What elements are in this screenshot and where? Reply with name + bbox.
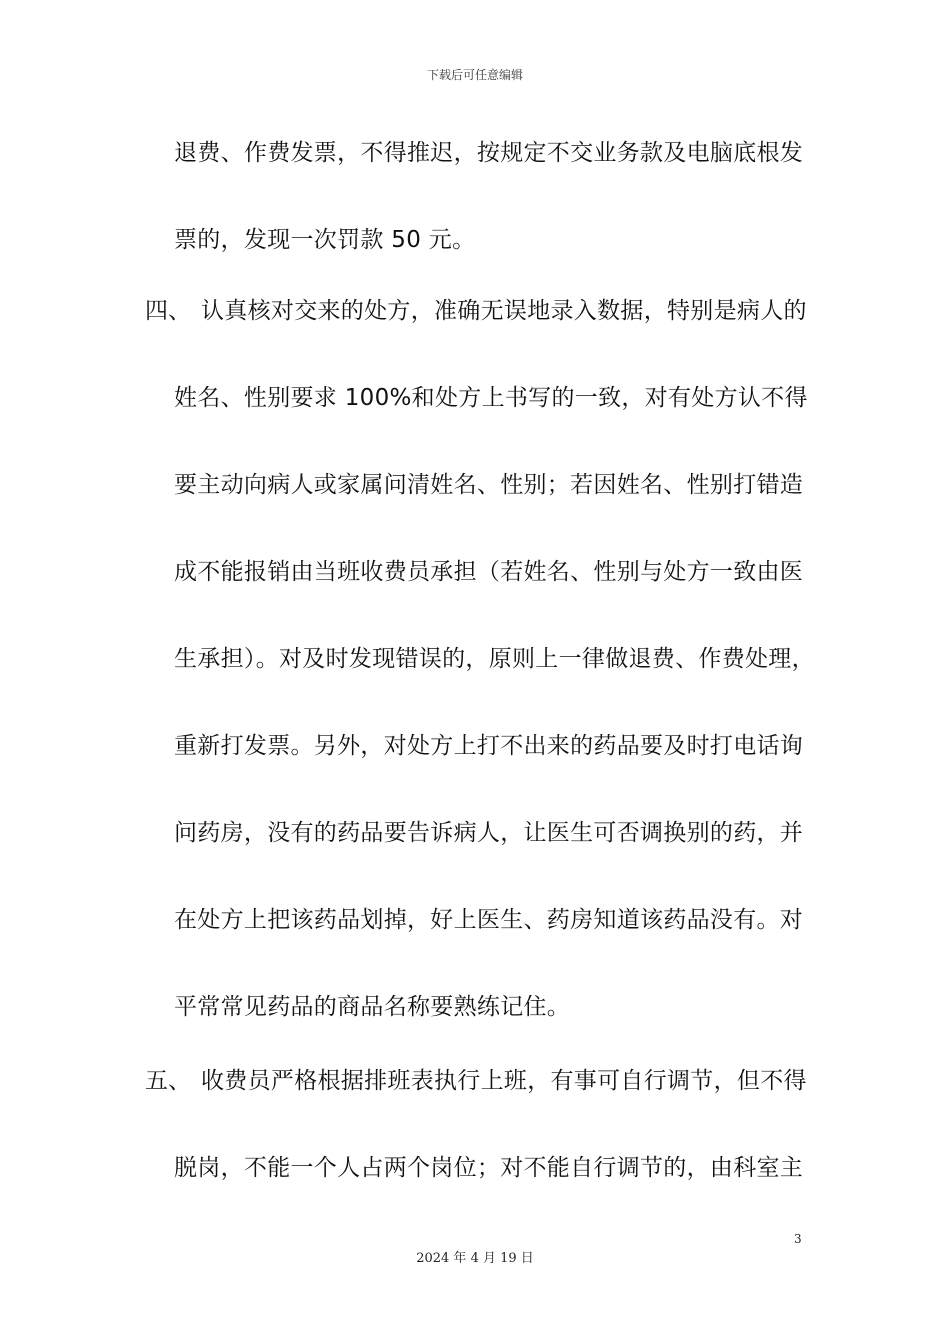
body-line-9: 问药房，没有的药品要告诉病人，让医生可否调换别的药，并: [174, 820, 804, 846]
list-marker-5: 五、: [145, 1068, 191, 1094]
list-marker-4: 四、: [145, 298, 191, 324]
page-number: 3: [794, 1232, 802, 1246]
body-line-1: 退费、作费发票，不得推迟，按规定不交业务款及电脑底根发: [174, 140, 804, 166]
body-line-3: 认真核对交来的处方，准确无误地录入数据，特别是病人的: [201, 298, 807, 324]
page-header: 下载后可任意编辑: [426, 68, 523, 82]
body-line-8: 重新打发票。另外，对处方上打不出来的药品要及时打电话询: [174, 733, 804, 759]
body-line-10: 在处方上把该药品划掉，好上医生、药房知道该药品没有。对: [174, 907, 804, 933]
page-footer-date: 2024 年 4 月 19 日: [416, 1251, 534, 1266]
body-line-5: 要主动向病人或家属问清姓名、性别；若因姓名、性别打错造: [174, 472, 804, 498]
body-line-12: 收费员严格根据排班表执行上班，有事可自行调节，但不得: [201, 1068, 807, 1094]
body-line-4: 姓名、性别要求 100%和处方上书写的一致，对有处方认不得: [174, 385, 808, 411]
body-line-13: 脱岗，不能一个人占两个岗位；对不能自行调节的，由科室主: [174, 1155, 804, 1181]
body-line-6: 成不能报销由当班收费员承担（若姓名、性别与处方一致由医: [174, 559, 804, 585]
body-line-11: 平常常见药品的商品名称要熟练记住。: [174, 994, 571, 1020]
body-line-2: 票的，发现一次罚款 50 元。: [174, 227, 476, 253]
body-line-7: 生承担）。对及时发现错误的，原则上一律做退费、作费处理，: [174, 646, 815, 672]
